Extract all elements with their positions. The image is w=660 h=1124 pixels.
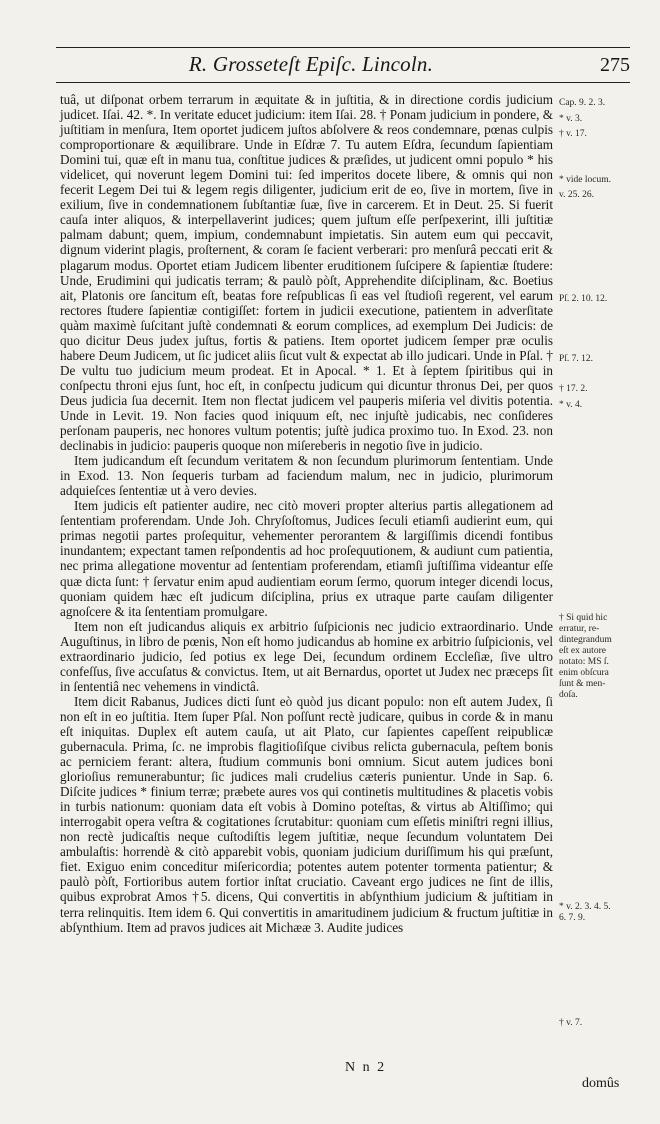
- margin-note: Cap. 9. 2. 3.: [559, 98, 606, 108]
- main-text: [60, 92, 553, 935]
- catchword: domûs: [582, 1076, 620, 1091]
- top-rule: [56, 47, 630, 48]
- margin-note: v. 25. 26.: [559, 190, 595, 200]
- signature-mark: N n 2: [345, 1060, 387, 1075]
- margin-note: * v. 3.: [559, 114, 583, 124]
- margin-note: * v. 4.: [559, 400, 583, 410]
- margin-note: † 17. 2.: [559, 384, 588, 394]
- margin-note: * v. 2. 3. 4. 5. 6. 7. 9.: [559, 902, 611, 923]
- margin-note: * vide locum.: [559, 175, 611, 185]
- margin-note: Pſ. 7. 12.: [559, 354, 594, 364]
- page-number: 275: [600, 54, 630, 76]
- running-head: R. Grosseteſt Epiſc. Lincoln.: [188, 52, 434, 76]
- margin-notes: [559, 0, 657, 1124]
- margin-note: † Si quid hic erratur, re- dintegrandum eſt ex autore notato: MS ſ. enim obſcura ſunt & men- doſa.: [559, 613, 612, 700]
- paragraph: Item judicandum eſt ſecundum veritatem & non ſecundum plurimorum ſententiam. Unde in Exod. 13. Non ſequeris turbam ad faciendum malum, nec in judicio, plurimorum adquieſces ſententiæ ut à vero devies.: [60, 453, 553, 499]
- paragraph: Item judicis eſt patienter audire, nec citò moveri propter alterius partis allegationem ad ſententiam proferendam. Unde Joh. Chryſoſtomus, Judices ſeculi etiamſi audierint eum, qui primas negotii partes proſequitur, vehementer perorantem & largiſſimis dicendi fontibus inundantem; expectant tamen reſpondentis ad hoc proſequutionem, & audiunt cum patientia, nec prima allegatione moventur ad ſententiam proferendam, etiamſi juſtiſſima videantur eſſe quæ dicta ſunt: † ſervatur enim apud audientiam eorum ſermo, quorum integer dicendi locus, quoniam quidem hæc eſt judicum diſciplina, prius ex utraque parte cauſam diligenter agnoſcere & ita ſententiam promulgare.: [60, 498, 553, 619]
- paragraph: Item dicit Rabanus, Judices dicti ſunt eò quòd jus dicant populo: non eſt autem Judex, ſi non eſt in eo juſtitia. Item ſuper Pſal. Non poſſunt rectè judicare, quibus in corde & in manu eſt iniquitas. Duplex eſt autem cauſa, ut ait Plato, cur ſapientes capeſſent reipublicæ gubernacula. Prima, ſc. ne improbis flagitioſiſque civibus relicta gubernacula, peſtem bonis ac perniciem ferant: altera, ſtudium communis boni omnium. Sicut autem judices boni glorioſius remunerabuntur; ſic judices mali crudelius cæteris punientur. Unde in Sap. 6. Diſcite judices * finium terræ; præbete aures vos qui continetis multitudines & placetis vobis in turbis nationum: quoniam data eſt vobis à Domino poteſtas, & virtus ab Altiſſimo; qui interrogabit opera veſtra & cogitationes ſcrutabitur: quoniam cum eſſetis miniſtri regni illius, non rectè judicaſtis neque cuſtodiſtis legem juſtitiæ, neque ſecundum voluntatem Dei ambulaſtis: horrendè & citò apparebit vobis, quoniam judicium duriſſimum his qui præſunt, fiet. Exiguo enim conceditur miſericordia; potentes autem potenter tormenta patientur; & paulò pòſt, Fortioribus autem fortior inſtat cruciatio. Caveant ergo judices ne ſint de illis, quibus exprobrat Amos †5. dicens, Qui convertitis in abſynthium judicium & juſtitiam in terra relinquitis. Item idem 6. Qui convertitis in amaritudinem judicium & fructum juſtitiæ in abſynthium. Item ad pravos judices ait Michææ 3. Audite judices: [60, 693, 553, 935]
- paragraph: Item non eſt judicandus aliquis ex arbitrio ſuſpicionis nec judicio extraordinario. Unde Auguſtinus, in libro de pœnis, Non eſt homo judicandus ab homine ex arbitrio ſuſpicionis, vel extraordinario judicio, ſed potius ex lege Dei, ſecundum ordinem Eccleſiæ, ſive ultro confeſſus, ſive accuſatus & convictus. Item, ut ait Bernardus, oportet ut Judex nec præceps ſit in ſententiâ nec vehemens in vindictâ.: [60, 618, 553, 694]
- paragraph: tuâ, ut diſponat orbem terrarum in æquitate & in juſtitia, & in directione cordis judicium judicet. Iſai. 42. *. In veritate educet judicium: item Iſai. 28. † Ponam judicium in pondere, & juſtitiam in menſura, Item oportet judicem juſtos abſolvere & reos condemnare, pœnas culpis comproportionare & æquilibrare. Unde in Eſdræ 7. Tu autem Eſdra, ſecundum ſapientiam Domini tui, quæ eſt in manu tua, conſtitue judices & præſides, ut judicent omni populo * his videlicet, qui noverunt legem Domini tui: ſed imperitos docete libere, & omnis qui non fecerit Legem Dei tui & legem regis diligenter, judicium erit de eo, ſive in mortem, ſive in exilium, ſive in condemnationem ſubſtantiæ ſuæ, ſive in carcerem. Et in Deut. 25. Si fuerit cauſa inter aliquos, & interpellaverint judices; quem juſtum eſſe perſpexerint, illi juſtitiæ palmam dabunt; quem, impium, condemnabunt impietatis. Sin autem eum qui peccavit, dignum viderint plagis, proſternent, & coram ſe facient verberari: pro menſurâ peccati erit & plagarum modus. Oportet etiam Judicem libenter eruditionem ſuſcipere & ſapientiæ ſtudere: Unde, Erudimini qui judicatis terram; & paulò pòſt, Apprehendite diſciplinam, &c. Boetius ait, Platonis ore ſancitum eſt, beatas fore reſpublicas ſi eas vel ſtudioſi regerent, vel earum rectores ſtudere ſapientiæ contigiſſet: fortem in judicii executione, patientem in adverſitate quàm maximè ſuſcitant juſtè condemnati & eorum complices, ad exemplum Dei Judicis: de quo dicitur Deus judex juſtus, fortis & patiens. Item oportet judicem ſemper præ oculis habere Deum Judicem, ut ſic judicet aliis ſicut vult & expectat ab illo judicari. Unde in Pſal. † De vultu tuo judicium meum prodeat. Et in Apocal. * 1. Et à ſeptem ſpiritibus qui in conſpectu throni ejus ſunt, hoc eſt, in conſpectu judicum qui dicuntur thronus Dei, per quos Deus judicia ſua decernit. Item non flectat judicem vel pauperis miſeria vel divitis potentia. Unde in Levit. 19. Non facies quod iniquum eſt, nec injuſtè judicabis, nec conſideres perſonam pauperis, nec honores vultum potentis; juſtè judica proximo tuo. In Exod. 23. non declinabis in judicio: pauperis quoque non miſereberis in negotio ſive in judicio.: [60, 92, 553, 454]
- margin-note: † v. 7.: [559, 1018, 583, 1028]
- page-header: [56, 52, 630, 80]
- margin-note: † v. 17.: [559, 129, 587, 139]
- margin-note: Pſ. 2. 10. 12.: [559, 294, 608, 304]
- header-rule: [56, 82, 630, 83]
